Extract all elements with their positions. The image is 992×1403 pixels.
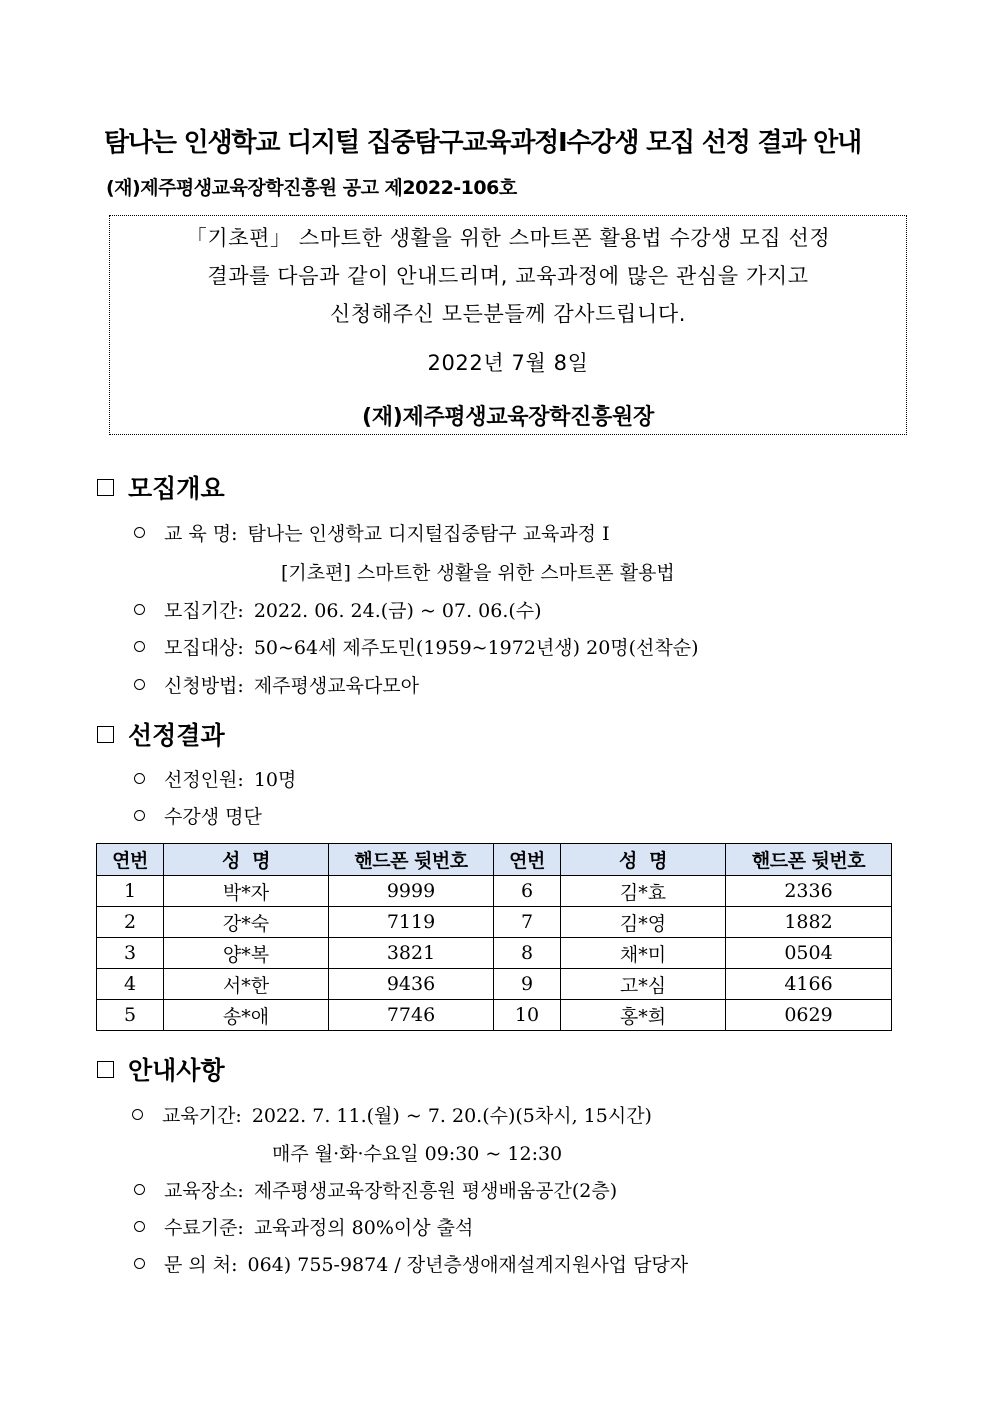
- list-item-roster-caption: [134, 802, 262, 829]
- cell-name: 강*숙: [164, 907, 329, 938]
- list-item-course-location: [134, 1176, 617, 1203]
- notice-line-1: 「기초편」 스마트한 생활을 위한 스마트폰 활용법 수강생 모집 선정: [185, 226, 831, 250]
- table-row: [97, 938, 892, 969]
- document-title: 탐나는 인생학교 디지털 집중탐구교육과정Ⅰ수강생 모집 선정 결과 안내: [104, 128, 862, 158]
- item-value: 교육과정의 80%이상 출석: [253, 1217, 474, 1239]
- cell-no: 10: [494, 1000, 561, 1031]
- list-item-course-subtitle: [281, 558, 675, 585]
- item-value: 제주평생교육장학진흥원 평생배움공간(2층): [253, 1180, 618, 1202]
- circle-bullet-icon: [134, 1221, 145, 1232]
- notice-line-2: 결과를 다음과 같이 안내드리며, 교육과정에 많은 관심을 가지고: [207, 264, 809, 288]
- header-phone: 핸드폰 뒷번호: [726, 844, 892, 876]
- checkbox-square-icon: [97, 479, 114, 496]
- cell-phone: 4166: [726, 969, 892, 1000]
- notice-number: (재)제주평생교육장학진흥원 공고 제2022-106호: [106, 177, 517, 199]
- cell-no: 1: [97, 876, 164, 907]
- cell-phone: 1882: [726, 907, 892, 938]
- checkbox-square-icon: [97, 726, 114, 743]
- cell-phone: 2336: [726, 876, 892, 907]
- section-heading-guidance: [97, 1051, 225, 1087]
- circle-bullet-icon: [134, 679, 145, 690]
- item-value: 10명: [253, 769, 297, 791]
- cell-name: 김*효: [561, 876, 726, 907]
- cell-phone: 7746: [329, 1000, 494, 1031]
- cell-phone: 9436: [329, 969, 494, 1000]
- circle-bullet-icon: [134, 527, 145, 538]
- cell-no: 7: [494, 907, 561, 938]
- cell-no: 2: [97, 907, 164, 938]
- list-item-apply-method: [134, 671, 419, 698]
- student-roster-table: [96, 843, 892, 1031]
- list-item-course-name: [134, 519, 610, 546]
- section-title: 안내사항: [128, 1056, 225, 1085]
- list-item-course-schedule: [272, 1139, 562, 1166]
- cell-no: 6: [494, 876, 561, 907]
- table-row: [97, 907, 892, 938]
- item-value: 매주 월·화·수요일 09:30 ~ 12:30: [272, 1143, 563, 1165]
- cell-name: 고*심: [561, 969, 726, 1000]
- item-label: 교육장소:: [164, 1180, 244, 1202]
- section-title: 모집개요: [128, 474, 225, 503]
- cell-phone: 0504: [726, 938, 892, 969]
- circle-bullet-icon: [134, 1184, 145, 1195]
- item-value: 제주평생교육다모아: [253, 675, 420, 697]
- list-item-recruit-period: [134, 596, 542, 623]
- cell-no: 9: [494, 969, 561, 1000]
- cell-no: 8: [494, 938, 561, 969]
- notice-line-3: 신청해주신 모든분들께 감사드립니다.: [329, 302, 686, 326]
- circle-bullet-icon: [134, 810, 145, 821]
- list-item-course-period: [132, 1101, 652, 1128]
- item-label: 문 의 처:: [164, 1254, 238, 1276]
- item-value: 064) 755-9874 / 장년층생애재설계지원사업 담당자: [247, 1254, 689, 1276]
- item-value: 50~64세 제주도민(1959~1972년생) 20명(선착순): [253, 637, 699, 659]
- header-no: 연번: [97, 844, 164, 876]
- item-label: 교 육 명:: [164, 523, 238, 545]
- table-header-row: [97, 844, 892, 876]
- item-value: [기초편] 스마트한 생활을 위한 스마트폰 활용법: [281, 562, 675, 584]
- section-heading-selection: [97, 716, 225, 752]
- cell-no: 3: [97, 938, 164, 969]
- header-name: 성 명: [561, 844, 726, 876]
- circle-bullet-icon: [134, 604, 145, 615]
- section-heading-recruitment: [97, 469, 225, 505]
- cell-name: 송*애: [164, 1000, 329, 1031]
- cell-phone: 9999: [329, 876, 494, 907]
- table-row: [97, 876, 892, 907]
- cell-no: 5: [97, 1000, 164, 1031]
- list-item-recruit-target: [134, 633, 699, 660]
- notice-box: [109, 215, 907, 435]
- section-title: 선정결과: [128, 721, 225, 750]
- circle-bullet-icon: [134, 1258, 145, 1269]
- circle-bullet-icon: [134, 773, 145, 784]
- checkbox-square-icon: [97, 1061, 114, 1078]
- notice-signer: (재)제주평생교육장학진흥원장: [362, 405, 654, 430]
- item-label: 선정인원:: [164, 769, 244, 791]
- item-label: 모집대상:: [164, 637, 244, 659]
- table-row: [97, 1000, 892, 1031]
- item-label: 교육기간:: [162, 1105, 242, 1127]
- cell-phone: 3821: [329, 938, 494, 969]
- cell-no: 4: [97, 969, 164, 1000]
- header-phone: 핸드폰 뒷번호: [329, 844, 494, 876]
- item-value: 탐나는 인생학교 디지털집중탐구 교육과정 Ⅰ: [247, 523, 610, 545]
- cell-name: 박*자: [164, 876, 329, 907]
- cell-name: 김*영: [561, 907, 726, 938]
- item-label: 수료기준:: [164, 1217, 244, 1239]
- notice-date: 2022년 7월 8일: [427, 351, 589, 375]
- cell-phone: 0629: [726, 1000, 892, 1031]
- cell-name: 양*복: [164, 938, 329, 969]
- list-item-completion-criteria: [134, 1213, 473, 1240]
- circle-bullet-icon: [134, 641, 145, 652]
- list-item-selected-count: [134, 765, 296, 792]
- header-name: 성 명: [164, 844, 329, 876]
- item-label: 신청방법:: [164, 675, 244, 697]
- item-label: 모집기간:: [164, 600, 244, 622]
- cell-name: 서*한: [164, 969, 329, 1000]
- item-label: 수강생 명단: [164, 806, 262, 828]
- item-value: 2022. 7. 11.(월) ~ 7. 20.(수)(5차시, 15시간): [251, 1105, 652, 1127]
- cell-name: 채*미: [561, 938, 726, 969]
- item-value: 2022. 06. 24.(금) ~ 07. 06.(수): [253, 600, 542, 622]
- header-no: 연번: [494, 844, 561, 876]
- circle-bullet-icon: [132, 1109, 143, 1120]
- cell-name: 홍*희: [561, 1000, 726, 1031]
- list-item-contact: [134, 1250, 688, 1277]
- cell-phone: 7119: [329, 907, 494, 938]
- table-row: [97, 969, 892, 1000]
